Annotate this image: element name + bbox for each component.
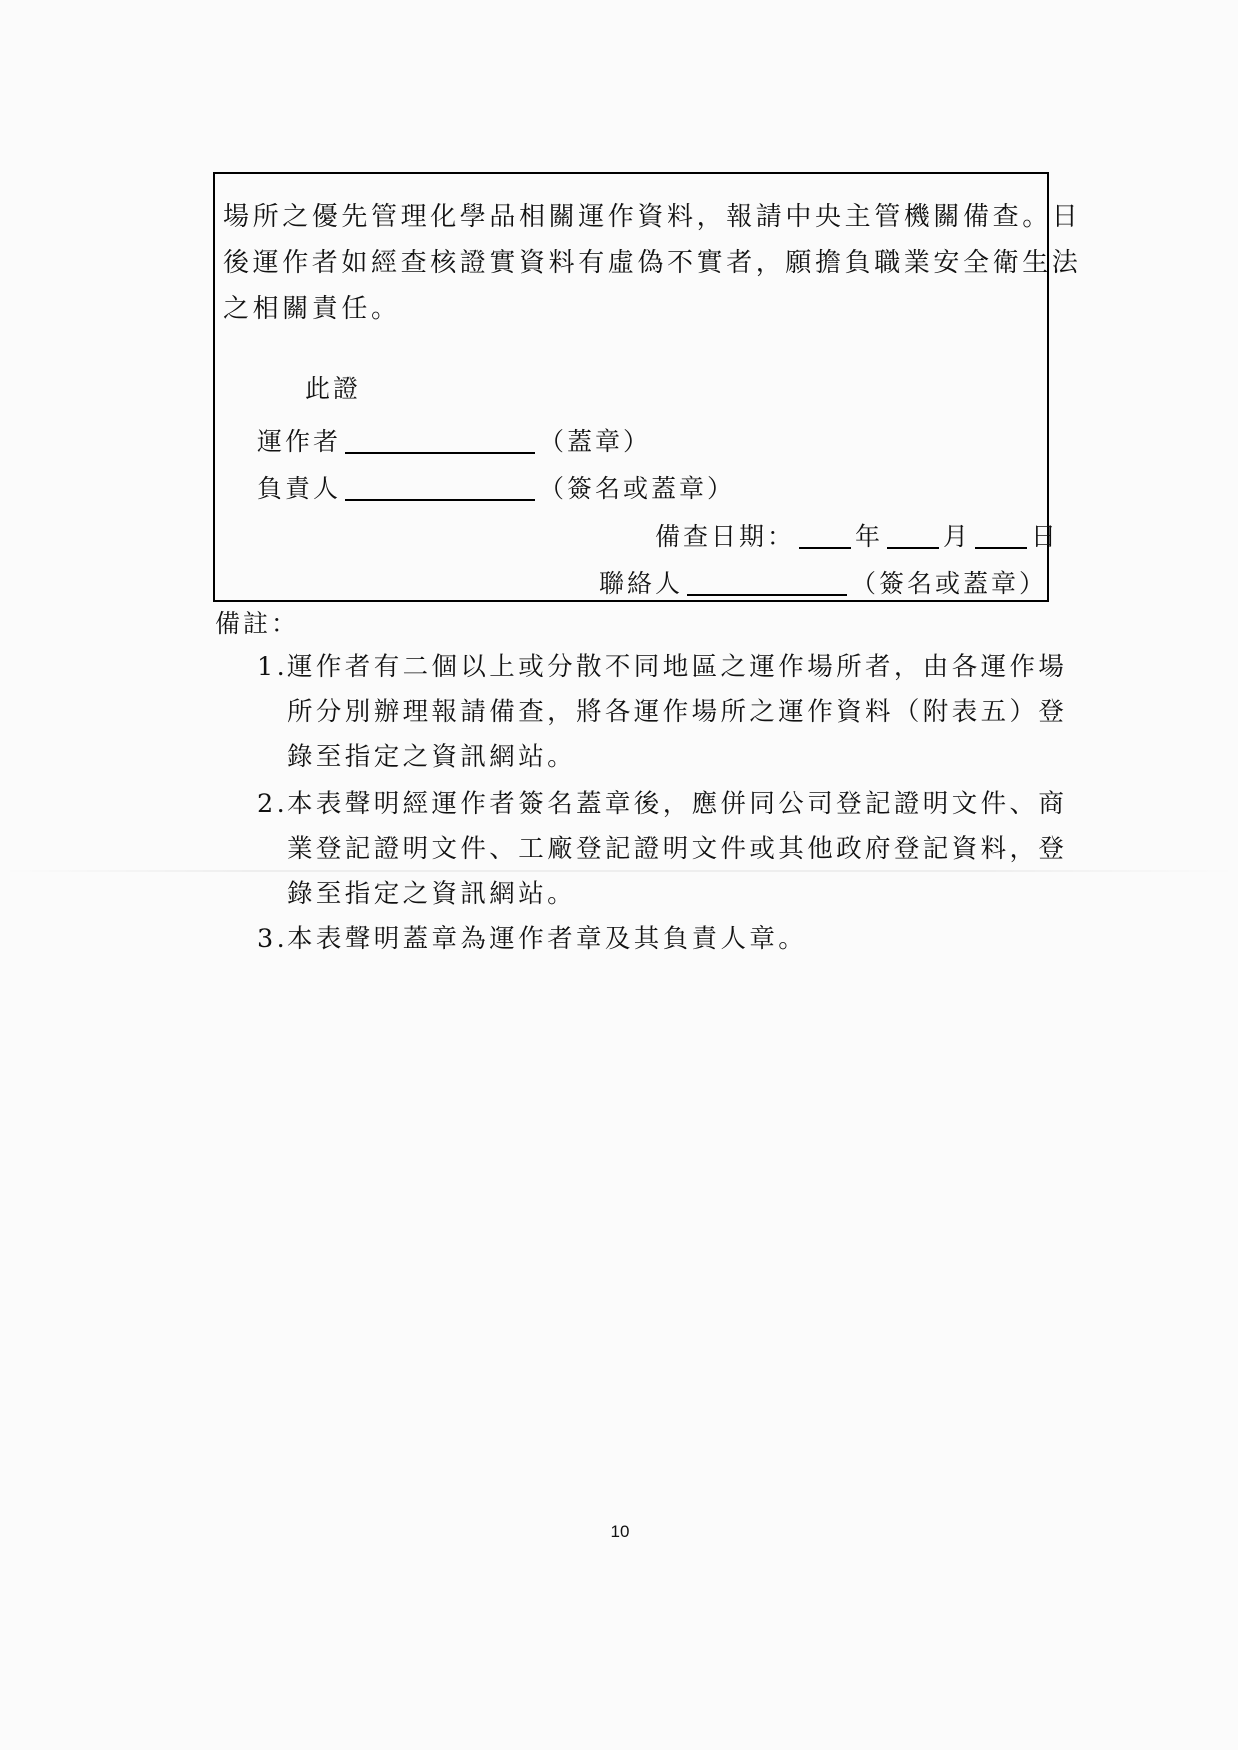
- remark-item: [257, 645, 1068, 780]
- declaration-text: [223, 194, 1082, 332]
- remark-text: [257, 782, 1068, 917]
- remark-text: [257, 645, 1068, 780]
- declaration-line: 場所之優先管理化學品相關運作資料，報請中央主管機關備查。日: [223, 202, 1082, 232]
- remark-item: [257, 917, 1057, 962]
- owner-signature-row: [257, 469, 735, 505]
- contact-signature-blank: [687, 568, 847, 596]
- owner-label: 負責人: [257, 474, 342, 503]
- remark-item: [257, 782, 1068, 917]
- contact-signature-row: [599, 564, 1047, 600]
- owner-suffix: （簽名或蓋章）: [539, 474, 736, 503]
- certify-label: 此證: [305, 374, 362, 403]
- contact-suffix: （簽名或蓋章）: [851, 569, 1048, 598]
- day-blank: [975, 521, 1027, 549]
- year-label: 年: [855, 522, 884, 551]
- remark-number: 1.: [257, 652, 289, 682]
- remark-number: 3.: [257, 924, 289, 954]
- declaration-line: 之相關責任。: [223, 294, 401, 324]
- page-number: 10: [610, 1522, 630, 1541]
- remark-line: 業登記證明文件、工廠登記證明文件或其他政府登記資料，登: [287, 834, 1068, 864]
- remark-line: 所分別辦理報請備查，將各運作場所之運作資料（附表五）登: [287, 697, 1068, 727]
- month-label: 月: [943, 522, 972, 551]
- year-blank: [799, 521, 851, 549]
- remark-line: 本表聲明經運作者簽名蓋章後，應併同公司登記證明文件、商: [287, 789, 1068, 819]
- remark-line: 錄至指定之資訊網站。: [287, 742, 577, 772]
- remark-line: 運作者有二個以上或分散不同地區之運作場所者，由各運作場: [287, 652, 1068, 682]
- remark-line: 錄至指定之資訊網站。: [287, 879, 577, 909]
- contact-label: 聯絡人: [599, 569, 684, 598]
- remark-number: 2.: [257, 789, 289, 819]
- declaration-box: [213, 172, 1082, 602]
- declaration-line: 後運作者如經查核證實資料有虛偽不實者，願擔負職業安全衛生法: [223, 248, 1082, 278]
- operator-suffix: （蓋章）: [539, 427, 652, 456]
- filing-date-label: 備查日期：: [655, 522, 796, 551]
- month-blank: [887, 521, 939, 549]
- operator-signature-blank: [345, 426, 535, 454]
- day-label: 日: [1031, 522, 1060, 551]
- remark-text: [257, 917, 1057, 962]
- remarks-title: 備註：: [215, 609, 300, 638]
- owner-signature-blank: [345, 473, 535, 501]
- remark-line: 本表聲明蓋章為運作者章及其負責人章。: [287, 924, 808, 954]
- filing-date-row: [655, 517, 1059, 553]
- operator-label: 運作者: [257, 427, 342, 456]
- operator-signature-row: [257, 422, 651, 458]
